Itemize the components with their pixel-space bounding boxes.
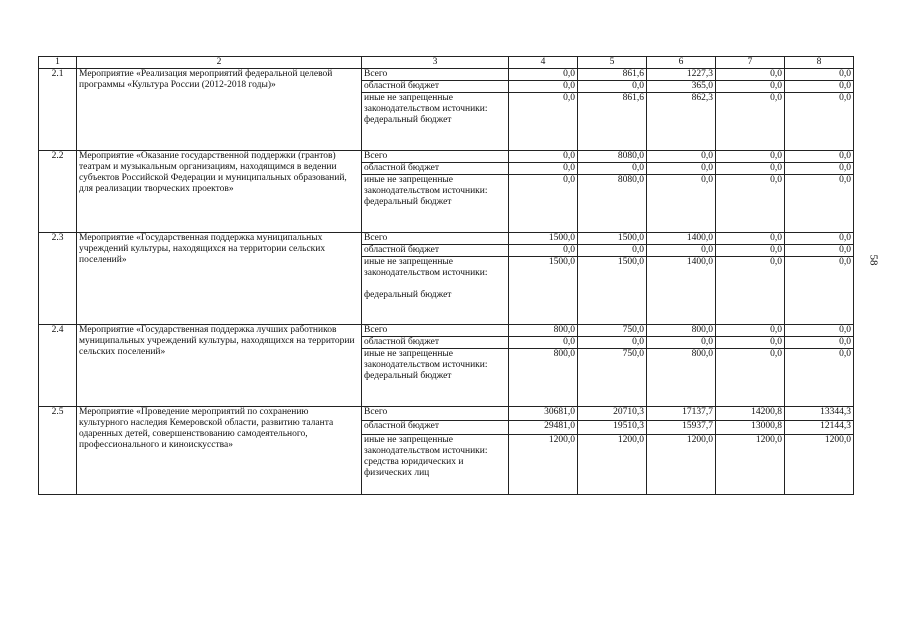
funding-source: иные не запрещенные законодательством источники: средства юридических и физических лиц xyxy=(362,435,509,495)
amount-cell: 1400,0 xyxy=(647,257,716,325)
amount-cell: 1500,0 xyxy=(578,257,647,325)
amount-cell: 0,0 xyxy=(785,233,854,245)
amount-cell: 0,0 xyxy=(509,93,578,151)
header-cell: 3 xyxy=(362,57,509,69)
table-body xyxy=(39,69,854,495)
amount-cell: 0,0 xyxy=(716,349,785,407)
amount-cell: 0,0 xyxy=(716,245,785,257)
amount-cell: 0,0 xyxy=(785,163,854,175)
amount-cell: 0,0 xyxy=(716,325,785,337)
amount-cell: 365,0 xyxy=(647,81,716,93)
funding-source: иные не запрещенные законодательством источники: федеральный бюджет xyxy=(362,175,509,233)
amount-cell: 0,0 xyxy=(647,151,716,163)
funding-source: областной бюджет xyxy=(362,81,509,93)
amount-cell: 0,0 xyxy=(509,337,578,349)
amount-cell: 0,0 xyxy=(509,81,578,93)
amount-cell: 800,0 xyxy=(647,325,716,337)
table-row xyxy=(39,325,854,337)
amount-cell: 0,0 xyxy=(716,151,785,163)
funding-source: Всего xyxy=(362,69,509,81)
amount-cell: 0,0 xyxy=(509,69,578,81)
amount-cell: 0,0 xyxy=(716,257,785,325)
amount-cell: 13000,8 xyxy=(716,421,785,435)
item-number: 2.2 xyxy=(39,151,77,233)
table-row xyxy=(39,233,854,245)
amount-cell: 0,0 xyxy=(509,163,578,175)
table-row xyxy=(39,151,854,163)
header-cell: 2 xyxy=(77,57,362,69)
amount-cell: 0,0 xyxy=(647,245,716,257)
amount-cell: 1200,0 xyxy=(509,435,578,495)
funding-source: иные не запрещенные законодательством источники: федеральный бюджет xyxy=(362,257,509,325)
header-cell: 8 xyxy=(785,57,854,69)
item-number: 2.3 xyxy=(39,233,77,325)
funding-source: областной бюджет xyxy=(362,337,509,349)
amount-cell: 1227,3 xyxy=(647,69,716,81)
amount-cell: 17137,7 xyxy=(647,407,716,421)
amount-cell: 1200,0 xyxy=(785,435,854,495)
funding-source: Всего xyxy=(362,151,509,163)
amount-cell: 0,0 xyxy=(578,163,647,175)
item-number: 2.1 xyxy=(39,69,77,151)
amount-cell: 0,0 xyxy=(716,163,785,175)
amount-cell: 0,0 xyxy=(785,337,854,349)
amount-cell: 8080,0 xyxy=(578,151,647,163)
amount-cell: 0,0 xyxy=(578,245,647,257)
amount-cell: 19510,3 xyxy=(578,421,647,435)
amount-cell: 0,0 xyxy=(647,163,716,175)
amount-cell: 0,0 xyxy=(785,81,854,93)
funding-source: иные не запрещенные законодательством источники: федеральный бюджет xyxy=(362,93,509,151)
action-description: Мероприятие «Государственная поддержка лучших работников муниципальных учреждений культуры, находящихся на территории сельских поселений» xyxy=(77,325,362,407)
amount-cell: 800,0 xyxy=(509,325,578,337)
amount-cell: 1200,0 xyxy=(647,435,716,495)
funding-source: Всего xyxy=(362,325,509,337)
amount-cell: 1200,0 xyxy=(578,435,647,495)
amount-cell: 0,0 xyxy=(716,69,785,81)
amount-cell: 1500,0 xyxy=(578,233,647,245)
amount-cell: 0,0 xyxy=(785,175,854,233)
amount-cell: 0,0 xyxy=(716,337,785,349)
funding-source: иные не запрещенные законодательством источники: федеральный бюджет xyxy=(362,349,509,407)
amount-cell: 861,6 xyxy=(578,93,647,151)
header-cell: 5 xyxy=(578,57,647,69)
amount-cell: 1200,0 xyxy=(716,435,785,495)
funding-source: Всего xyxy=(362,407,509,421)
action-description: Мероприятие «Оказание государственной поддержки (грантов) театрам и музыкальным организациям, находящимся в ведении субъектов Российской Федерации и муниципальных образований, для реализации творческих проектов» xyxy=(77,151,362,233)
amount-cell: 0,0 xyxy=(785,93,854,151)
funding-source: Всего xyxy=(362,233,509,245)
amount-cell: 862,3 xyxy=(647,93,716,151)
amount-cell: 0,0 xyxy=(716,81,785,93)
header-cell: 6 xyxy=(647,57,716,69)
amount-cell: 0,0 xyxy=(785,257,854,325)
header-cell: 7 xyxy=(716,57,785,69)
amount-cell: 0,0 xyxy=(509,151,578,163)
amount-cell: 800,0 xyxy=(647,349,716,407)
amount-cell: 0,0 xyxy=(509,245,578,257)
funding-source: областной бюджет xyxy=(362,163,509,175)
amount-cell: 15937,7 xyxy=(647,421,716,435)
amount-cell: 861,6 xyxy=(578,69,647,81)
amount-cell: 0,0 xyxy=(785,325,854,337)
amount-cell: 0,0 xyxy=(785,151,854,163)
amount-cell: 0,0 xyxy=(578,81,647,93)
item-number: 2.4 xyxy=(39,325,77,407)
amount-cell: 12144,3 xyxy=(785,421,854,435)
amount-cell: 0,0 xyxy=(647,337,716,349)
amount-cell: 0,0 xyxy=(578,337,647,349)
amount-cell: 0,0 xyxy=(647,175,716,233)
amount-cell: 0,0 xyxy=(509,175,578,233)
action-description: Мероприятие «Государственная поддержка муниципальных учреждений культуры, находящихся на территории сельских поселений» xyxy=(77,233,362,325)
amount-cell: 0,0 xyxy=(716,233,785,245)
amount-cell: 1500,0 xyxy=(509,257,578,325)
funding-source: областной бюджет xyxy=(362,245,509,257)
amount-cell: 13344,3 xyxy=(785,407,854,421)
amount-cell: 30681,0 xyxy=(509,407,578,421)
table-row xyxy=(39,69,854,81)
amount-cell: 0,0 xyxy=(785,69,854,81)
amount-cell: 1500,0 xyxy=(509,233,578,245)
amount-cell: 750,0 xyxy=(578,349,647,407)
amount-cell: 800,0 xyxy=(509,349,578,407)
header-cell: 1 xyxy=(39,57,77,69)
header-row xyxy=(39,57,854,69)
page-number: 58 xyxy=(867,254,880,266)
budget-table xyxy=(38,56,854,495)
amount-cell: 0,0 xyxy=(785,245,854,257)
amount-cell: 750,0 xyxy=(578,325,647,337)
amount-cell: 0,0 xyxy=(716,93,785,151)
header-cell: 4 xyxy=(509,57,578,69)
amount-cell: 29481,0 xyxy=(509,421,578,435)
amount-cell: 0,0 xyxy=(785,349,854,407)
amount-cell: 1400,0 xyxy=(647,233,716,245)
amount-cell: 14200,8 xyxy=(716,407,785,421)
table-row xyxy=(39,407,854,421)
item-number: 2.5 xyxy=(39,407,77,495)
amount-cell: 8080,0 xyxy=(578,175,647,233)
action-description: Мероприятие «Проведение мероприятий по сохранению культурного наследия Кемеровской области, развитию таланта одаренных детей, совершенствованию самодеятельного, профессионального и киноискусства» xyxy=(77,407,362,495)
funding-source: областной бюджет xyxy=(362,421,509,435)
amount-cell: 20710,3 xyxy=(578,407,647,421)
action-description: Мероприятие «Реализация мероприятий федеральной целевой программы «Культура России (2012-2018 годы)» xyxy=(77,69,362,151)
amount-cell: 0,0 xyxy=(716,175,785,233)
